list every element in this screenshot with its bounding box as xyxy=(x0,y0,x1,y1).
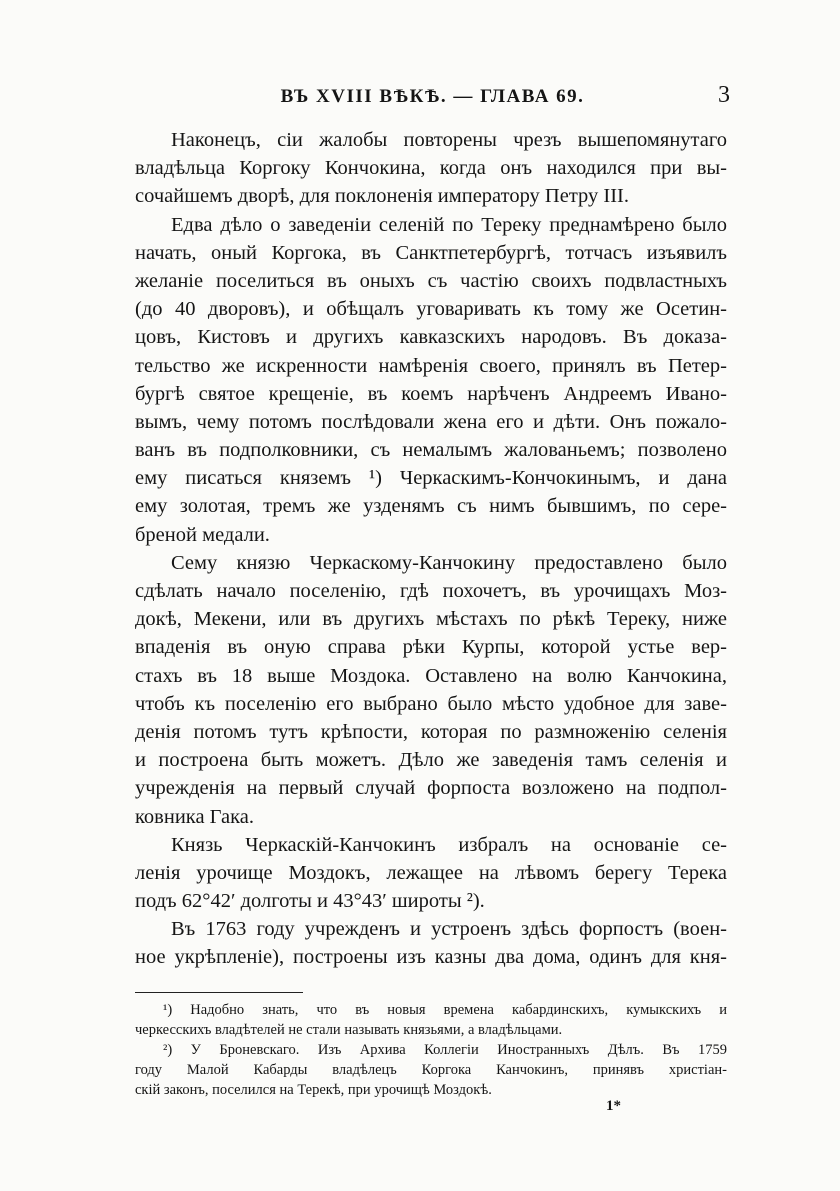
footnote-line: году Малой Кабарды владѣлецъ Коргока Канчокинъ, принявъ христіан- xyxy=(135,1062,727,1078)
text-line: ванъ въ подполковники, съ немалымъ жалованьемъ; позволено xyxy=(135,439,727,462)
running-title: ВЪ XVIII ВѢКѢ. — ГЛАВА 69. xyxy=(280,86,585,107)
text-line: начать, оный Коргока, въ Санктпетербургѣ, тотчасъ изъявилъ xyxy=(135,241,727,264)
text-line: ленія урочище Моздокъ, лежащее на лѣвомъ берегу Терека xyxy=(135,861,727,884)
text-line: (до 40 дворовъ), и обѣщалъ уговаривать къ тому же Осетин- xyxy=(135,298,727,321)
text-line: желаніе поселиться въ оныхъ съ частію своихъ подвластныхъ xyxy=(135,269,727,292)
text-line: ему писаться княземъ ¹) Черкаскимъ-Кончокинымъ, и дана xyxy=(135,467,727,490)
text-line: денія потомъ тутъ крѣпости, которая по размноженію селенія xyxy=(135,720,727,743)
text-line: чтобъ къ поселенію его выбрано было мѣсто удобное для заве- xyxy=(135,692,727,715)
text-line: тельство же искренности намѣренія своего, принялъ въ Петер- xyxy=(135,354,727,377)
text-line: впаденія въ оную справа рѣки Курпы, которой устье вер- xyxy=(135,636,727,659)
footnote-divider xyxy=(135,992,303,993)
text-line: ковника Гака. xyxy=(135,805,254,828)
text-line: Едва дѣло о заведеніи селеній по Тереку преднамѣрено было xyxy=(171,213,727,236)
main-text xyxy=(135,126,727,972)
page-number: 3 xyxy=(718,82,730,108)
footnote-line: ²) У Броневскаго. Изъ Архива Коллегіи Иностранныхъ Дѣлъ. Въ 1759 xyxy=(163,1042,727,1058)
text-line: учрежденія на первый случай форпоста возложено на подпол- xyxy=(135,777,727,800)
text-line: сочайшемъ дворѣ, для поклоненія императору Петру III. xyxy=(135,185,629,208)
text-line: и построена быть можетъ. Дѣло же заведенія тамъ селенія и xyxy=(135,749,727,772)
footnote-line: скій законъ, поселился на Терекѣ, при урочищѣ Моздокѣ. xyxy=(135,1082,492,1098)
text-line: ему золотая, тремъ же узденямъ съ нимъ бывшимъ, по сере- xyxy=(135,495,727,518)
text-line: цовъ, Кистовъ и другихъ кавказскихъ народовъ. Въ доказа- xyxy=(135,326,727,349)
footnotes xyxy=(135,1000,727,1100)
text-line: докѣ, Мекени, или въ другихъ мѣстахъ по рѣкѣ Тереку, ниже xyxy=(135,608,727,631)
text-line: сдѣлать начало поселенію, гдѣ похочетъ, въ урочищахъ Моз- xyxy=(135,580,727,602)
text-line: Князь Черкаскій-Канчокинъ избралъ на основаніе се- xyxy=(171,833,727,856)
text-line: Въ 1763 году учрежденъ и устроенъ здѣсь форпостъ (воен- xyxy=(171,918,727,941)
text-line: ное укрѣпленіе), построены изъ казны два дома, одинъ для кня- xyxy=(135,946,727,969)
text-line: подъ 62°42′ долготы и 43°43′ широты ²). xyxy=(135,890,485,913)
text-line: стахъ въ 18 выше Моздока. Оставлено на волю Канчокина, xyxy=(135,664,727,687)
text-line: бургѣ святое крещеніе, въ коемъ нарѣченъ Андреемъ Ивано- xyxy=(135,382,727,405)
footnote-line: ¹) Надобно знать, что въ новыя времена кабардинскихъ, кумыкскихъ и xyxy=(163,1002,727,1018)
footnote-line: черкесскихъ владѣтелей не стали называть князьями, а владѣльцами. xyxy=(135,1022,563,1038)
text-line: вымъ, чему потомъ послѣдовали жена его и дѣти. Онъ пожало- xyxy=(135,410,727,433)
text-line: Наконецъ, сіи жалобы повторены чрезъ вышепомянутаго xyxy=(171,129,727,151)
text-line: Сему князю Черкаскому-Канчокину предоставлено было xyxy=(171,551,727,574)
text-line: владѣльца Коргоку Кончокина, когда онъ находился при вы- xyxy=(135,157,727,180)
page-header xyxy=(135,82,730,112)
text-line: бреной медали. xyxy=(135,523,270,546)
printer-signature-mark: 1* xyxy=(606,1098,621,1114)
